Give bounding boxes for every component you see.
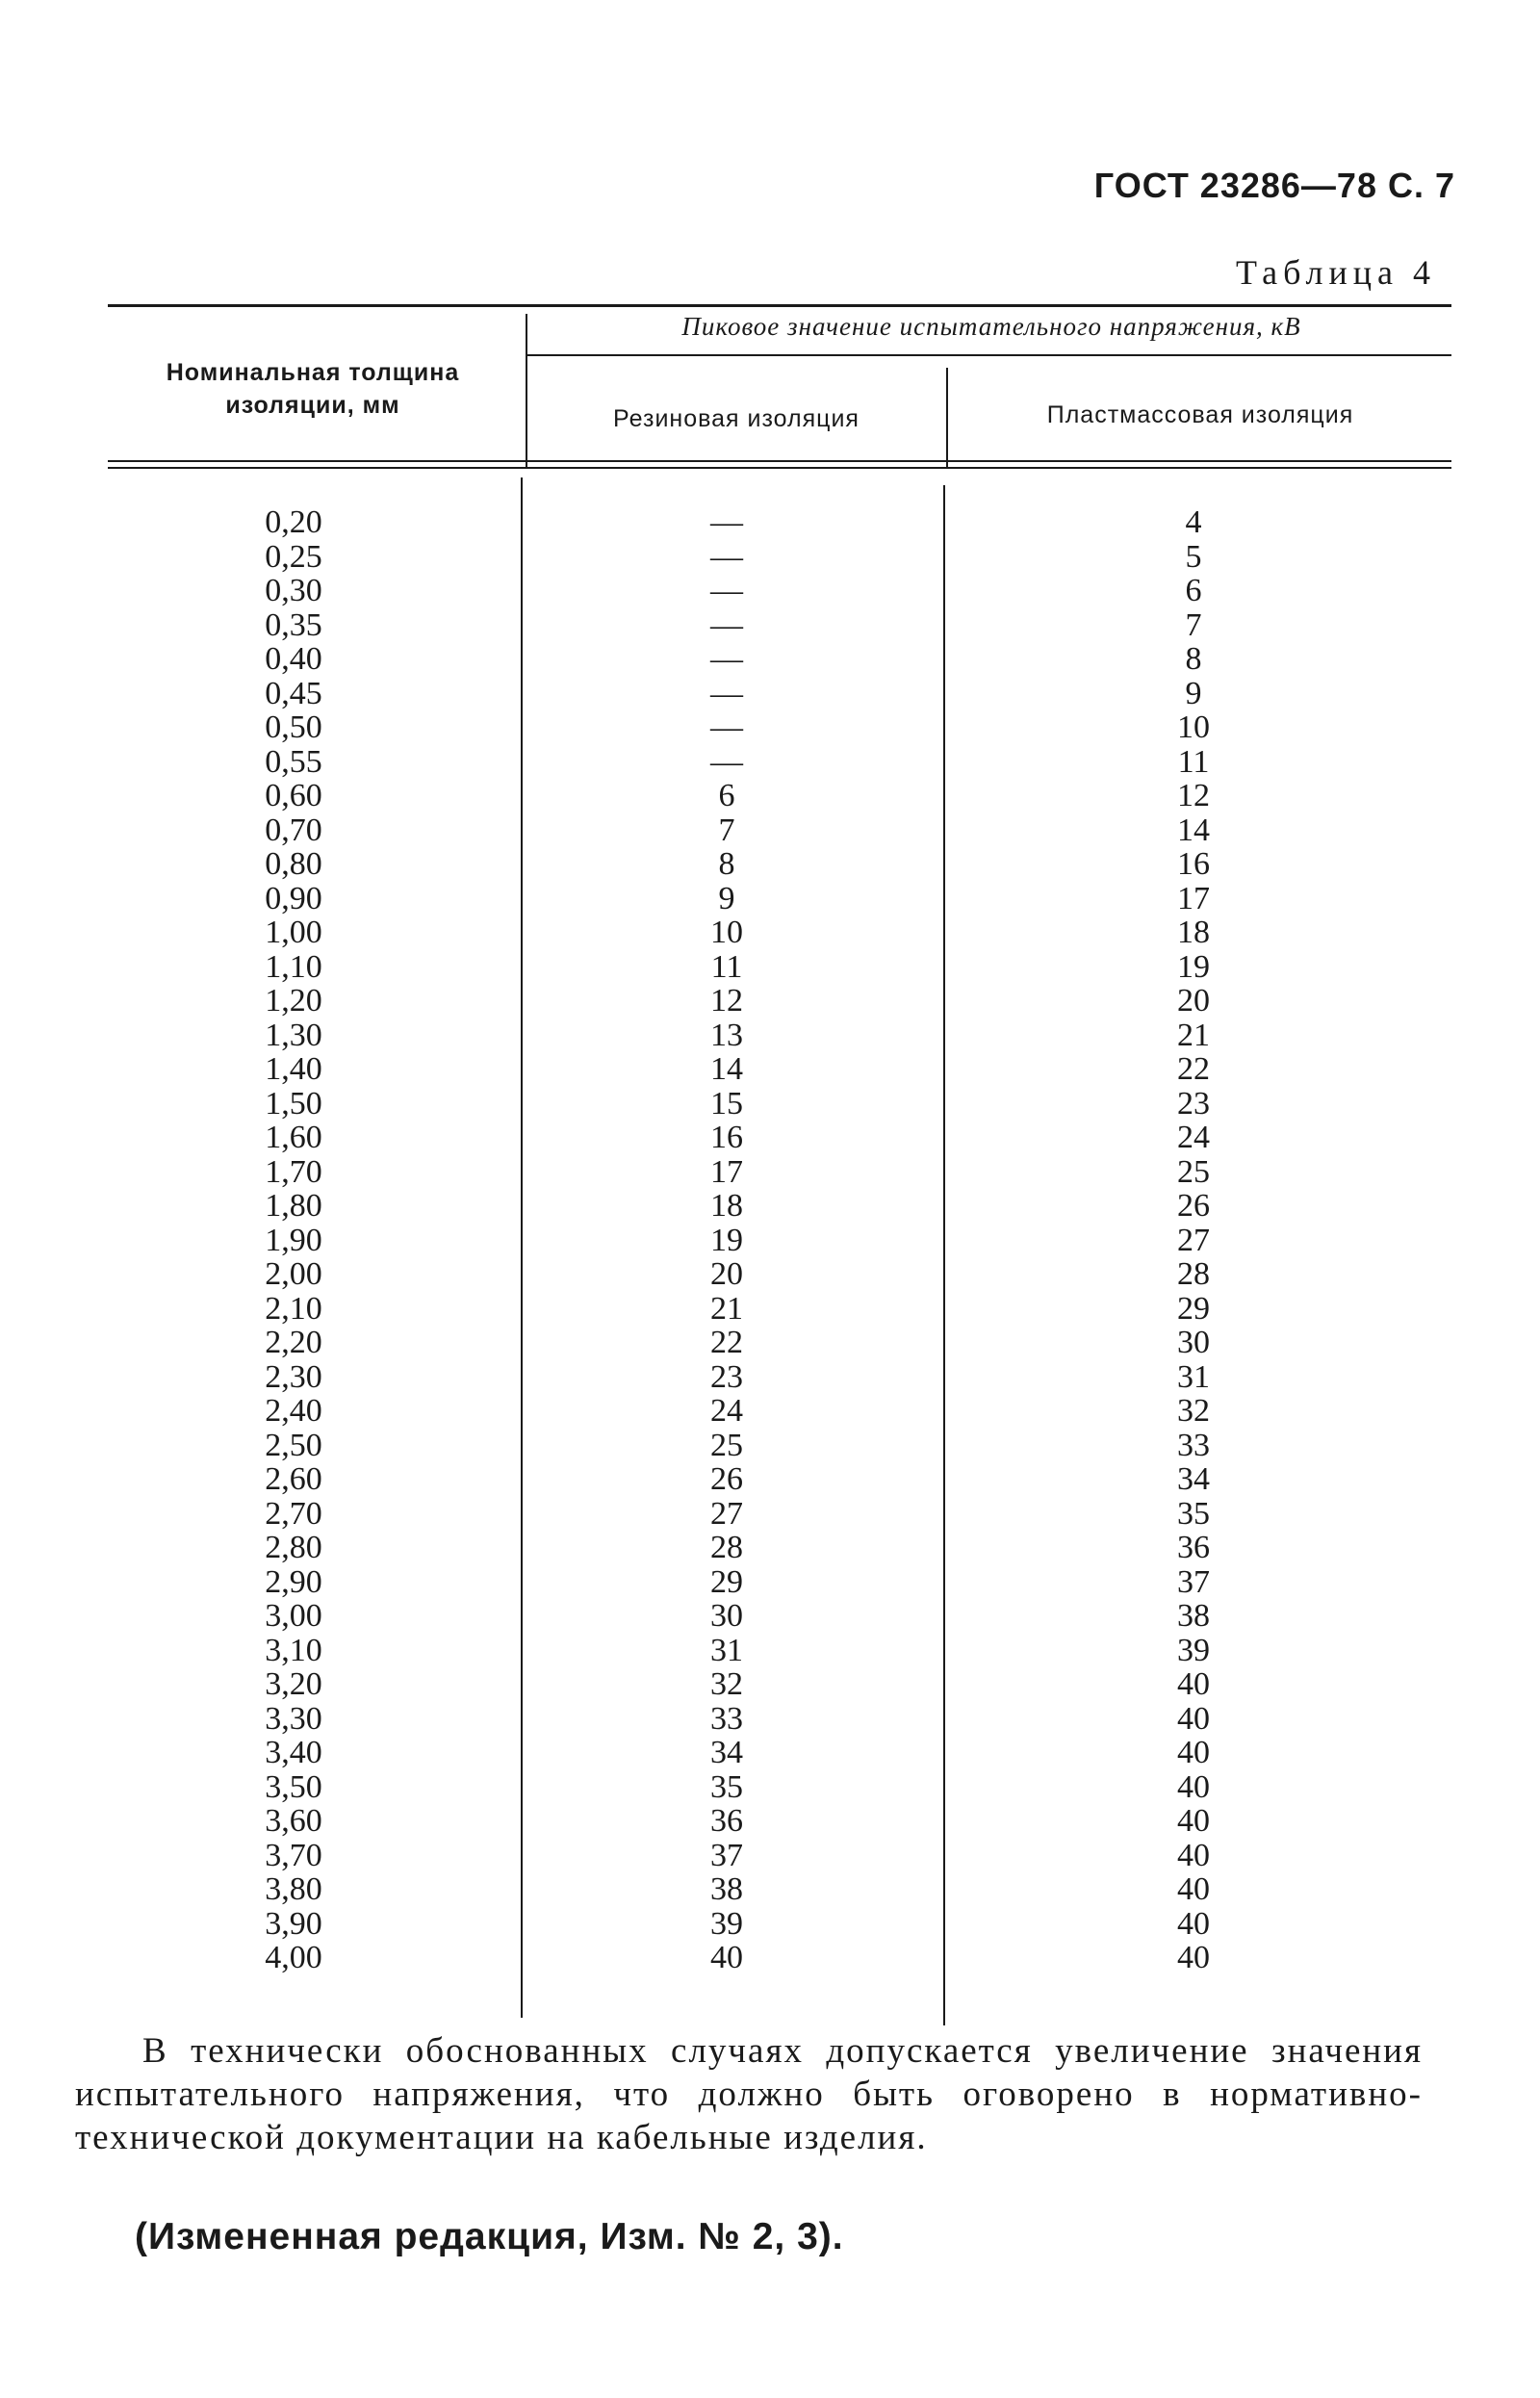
thickness-cell: 1,80 bbox=[265, 1188, 322, 1224]
rubber-voltage-cell: 30 bbox=[710, 1598, 743, 1634]
thickness-cell: 3,60 bbox=[265, 1803, 322, 1839]
rubber-voltage-cell: 27 bbox=[710, 1495, 743, 1532]
rubber-voltage-cell: 31 bbox=[710, 1632, 743, 1668]
plastic-voltage-cell: 40 bbox=[1177, 1735, 1210, 1770]
thickness-cell: 1,40 bbox=[265, 1051, 322, 1087]
thickness-cell: 0,20 bbox=[265, 504, 322, 540]
rubber-voltage-cell: 20 bbox=[710, 1256, 743, 1292]
plastic-voltage-cell: 29 bbox=[1177, 1290, 1210, 1327]
rubber-voltage-cell: — bbox=[710, 538, 743, 575]
rubber-voltage-cell: — bbox=[710, 641, 743, 677]
thickness-cell: 0,80 bbox=[265, 846, 322, 882]
rubber-voltage-cell: 35 bbox=[710, 1768, 743, 1805]
rubber-voltage-cell: 8 bbox=[718, 846, 735, 882]
plastic-voltage-cell: 8 bbox=[1185, 641, 1202, 677]
thickness-cell: 3,30 bbox=[265, 1700, 322, 1737]
plastic-voltage-cell: 40 bbox=[1177, 1768, 1210, 1805]
thickness-cell: 3,00 bbox=[265, 1598, 322, 1634]
body-paragraph: В технически обоснованных случаях допускается увеличение значения испытательного напряжения, что должно быть оговорено в нормативно-технической документации на кабельные изделия. bbox=[75, 2031, 1423, 2157]
rubber-voltage-cell: — bbox=[710, 606, 743, 643]
rubber-voltage-cell: 9 bbox=[718, 880, 735, 916]
plastic-voltage-cell: 16 bbox=[1177, 846, 1210, 882]
plastic-voltage-cell: 18 bbox=[1177, 915, 1210, 950]
rubber-voltage-cell: — bbox=[710, 573, 743, 608]
plastic-voltage-cell: 40 bbox=[1177, 1803, 1210, 1839]
plastic-voltage-cell: 28 bbox=[1177, 1256, 1210, 1292]
plastic-voltage-cell: 11 bbox=[1177, 743, 1210, 780]
thickness-column bbox=[212, 505, 375, 1975]
plastic-voltage-cell: 6 bbox=[1185, 573, 1202, 608]
thickness-cell: 0,60 bbox=[265, 778, 322, 813]
thickness-cell: 2,90 bbox=[265, 1563, 322, 1600]
thickness-cell: 0,45 bbox=[265, 675, 322, 711]
running-head: ГОСТ 23286—78 С. 7 bbox=[1093, 166, 1455, 205]
rubber-voltage-cell: 18 bbox=[710, 1188, 743, 1224]
plastic-voltage-cell: 40 bbox=[1177, 1700, 1210, 1737]
plastic-voltage-cell: 4 bbox=[1185, 504, 1202, 540]
plastic-voltage-cell: 32 bbox=[1177, 1393, 1210, 1429]
rubber-voltage-cell: 7 bbox=[718, 812, 735, 848]
thickness-cell: 2,00 bbox=[265, 1256, 322, 1292]
thickness-column-header: Номинальная толщина изоляции, мм bbox=[166, 359, 460, 419]
plastic-voltage-cell: 22 bbox=[1177, 1051, 1210, 1087]
rubber-voltage-cell: 21 bbox=[710, 1290, 743, 1327]
plastic-voltage-cell: 5 bbox=[1185, 538, 1202, 575]
thickness-cell: 0,55 bbox=[265, 743, 322, 780]
thickness-cell: 0,90 bbox=[265, 880, 322, 916]
thickness-cell: 3,70 bbox=[265, 1837, 322, 1873]
thickness-cell: 3,80 bbox=[265, 1871, 322, 1907]
rubber-insulation-column bbox=[654, 505, 799, 1975]
rubber-voltage-cell: 16 bbox=[710, 1120, 743, 1155]
rubber-voltage-cell: 39 bbox=[710, 1905, 743, 1942]
thickness-cell: 0,30 bbox=[265, 573, 322, 608]
rubber-voltage-cell: 19 bbox=[710, 1222, 743, 1258]
rubber-voltage-cell: — bbox=[710, 504, 743, 540]
rubber-voltage-cell: — bbox=[710, 709, 743, 745]
rubber-voltage-cell: 15 bbox=[710, 1085, 743, 1122]
thickness-cell: 3,20 bbox=[265, 1666, 322, 1702]
plastic-voltage-cell: 33 bbox=[1177, 1427, 1210, 1463]
table-top-rule bbox=[108, 304, 1451, 307]
thickness-cell: 0,50 bbox=[265, 709, 322, 745]
plastic-voltage-cell: 9 bbox=[1185, 675, 1202, 711]
header-divider-2 bbox=[946, 368, 948, 468]
group-header-rule bbox=[527, 354, 1451, 356]
rubber-voltage-cell: 36 bbox=[710, 1803, 743, 1839]
plastic-column-header: Пластмассовая изоляция bbox=[1046, 401, 1354, 428]
thickness-cell: 1,60 bbox=[265, 1120, 322, 1155]
plastic-voltage-cell: 26 bbox=[1177, 1188, 1210, 1224]
rubber-voltage-cell: — bbox=[710, 743, 743, 780]
header-bottom-rule-2 bbox=[108, 467, 1451, 469]
rubber-voltage-cell: 17 bbox=[710, 1153, 743, 1190]
plastic-voltage-cell: 40 bbox=[1177, 1871, 1210, 1907]
plastic-voltage-cell: 25 bbox=[1177, 1153, 1210, 1190]
plastic-voltage-cell: 40 bbox=[1177, 1666, 1210, 1702]
plastic-voltage-cell: 31 bbox=[1177, 1358, 1210, 1395]
plastic-voltage-cell: 40 bbox=[1177, 1940, 1210, 1975]
thickness-cell: 1,30 bbox=[265, 1017, 322, 1053]
thickness-cell: 1,20 bbox=[265, 983, 322, 1019]
rubber-voltage-cell: 26 bbox=[710, 1461, 743, 1497]
plastic-voltage-cell: 23 bbox=[1177, 1085, 1210, 1122]
thickness-cell: 3,40 bbox=[265, 1735, 322, 1770]
plastic-voltage-cell: 30 bbox=[1177, 1325, 1210, 1360]
table-label: Таблица 4 bbox=[1236, 253, 1436, 292]
rubber-voltage-cell: 34 bbox=[710, 1735, 743, 1770]
rubber-voltage-cell: 23 bbox=[710, 1358, 743, 1395]
rubber-voltage-cell: 32 bbox=[710, 1666, 743, 1702]
thickness-cell: 2,20 bbox=[265, 1325, 322, 1360]
plastic-voltage-cell: 10 bbox=[1177, 709, 1210, 745]
header-divider-1 bbox=[526, 314, 527, 468]
thickness-cell: 4,00 bbox=[265, 1940, 322, 1975]
rubber-voltage-cell: 14 bbox=[710, 1051, 743, 1087]
rubber-voltage-cell: 24 bbox=[710, 1393, 743, 1429]
test-voltage-group-header: Пиковое значение испытательного напряжения, кВ bbox=[681, 312, 1301, 341]
plastic-voltage-cell: 40 bbox=[1177, 1837, 1210, 1873]
rubber-voltage-cell: 37 bbox=[710, 1837, 743, 1873]
rubber-voltage-cell: 40 bbox=[710, 1940, 743, 1975]
plastic-voltage-cell: 7 bbox=[1185, 606, 1202, 643]
thickness-cell: 2,70 bbox=[265, 1495, 322, 1532]
plastic-voltage-cell: 27 bbox=[1177, 1222, 1210, 1258]
plastic-insulation-column bbox=[1116, 505, 1270, 1975]
thickness-cell: 1,00 bbox=[265, 915, 322, 950]
plastic-voltage-cell: 34 bbox=[1177, 1461, 1210, 1497]
column-divider-1 bbox=[521, 477, 523, 2018]
plastic-voltage-cell: 20 bbox=[1177, 983, 1210, 1019]
rubber-voltage-cell: 11 bbox=[710, 948, 743, 985]
thickness-cell: 2,30 bbox=[265, 1358, 322, 1395]
plastic-voltage-cell: 19 bbox=[1177, 948, 1210, 985]
thickness-cell: 2,10 bbox=[265, 1290, 322, 1327]
amendment-note: (Измененная редакция, Изм. № 2, 3). bbox=[135, 2216, 844, 2257]
thickness-cell: 1,70 bbox=[265, 1153, 322, 1190]
plastic-voltage-cell: 35 bbox=[1177, 1495, 1210, 1532]
thickness-cell: 3,10 bbox=[265, 1632, 322, 1668]
plastic-voltage-cell: 17 bbox=[1177, 880, 1210, 916]
thickness-cell: 0,70 bbox=[265, 812, 322, 848]
thickness-cell: 3,50 bbox=[265, 1768, 322, 1805]
plastic-voltage-cell: 40 bbox=[1177, 1905, 1210, 1942]
rubber-voltage-cell: 25 bbox=[710, 1427, 743, 1463]
rubber-voltage-cell: 13 bbox=[710, 1017, 743, 1053]
rubber-voltage-cell: 33 bbox=[710, 1700, 743, 1737]
rubber-voltage-cell: 6 bbox=[718, 778, 735, 813]
thickness-cell: 2,50 bbox=[265, 1427, 322, 1463]
plastic-voltage-cell: 21 bbox=[1177, 1017, 1210, 1053]
thickness-cell: 1,10 bbox=[265, 948, 322, 985]
thickness-cell: 2,80 bbox=[265, 1530, 322, 1565]
rubber-column-header: Резиновая изоляция bbox=[613, 405, 860, 432]
rubber-voltage-cell: 28 bbox=[710, 1530, 743, 1565]
rubber-voltage-cell: 38 bbox=[710, 1871, 743, 1907]
column-divider-2 bbox=[943, 485, 945, 2025]
plastic-voltage-cell: 39 bbox=[1177, 1632, 1210, 1668]
rubber-voltage-cell: 10 bbox=[710, 915, 743, 950]
thickness-cell: 0,25 bbox=[265, 538, 322, 575]
rubber-voltage-cell: — bbox=[710, 675, 743, 711]
thickness-cell: 0,40 bbox=[265, 641, 322, 677]
thickness-cell: 1,90 bbox=[265, 1222, 322, 1258]
thickness-cell: 0,35 bbox=[265, 606, 322, 643]
thickness-cell: 2,40 bbox=[265, 1393, 322, 1429]
plastic-voltage-cell: 12 bbox=[1177, 778, 1210, 813]
rubber-voltage-cell: 29 bbox=[710, 1563, 743, 1600]
plastic-voltage-cell: 37 bbox=[1177, 1563, 1210, 1600]
thickness-cell: 2,60 bbox=[265, 1461, 322, 1497]
thickness-cell: 3,90 bbox=[265, 1905, 322, 1942]
rubber-voltage-cell: 12 bbox=[710, 983, 743, 1019]
thickness-cell: 1,50 bbox=[265, 1085, 322, 1122]
plastic-voltage-cell: 38 bbox=[1177, 1598, 1210, 1634]
header-bottom-rule-1 bbox=[108, 460, 1451, 462]
plastic-voltage-cell: 24 bbox=[1177, 1120, 1210, 1155]
plastic-voltage-cell: 14 bbox=[1177, 812, 1210, 848]
plastic-voltage-cell: 36 bbox=[1177, 1530, 1210, 1565]
rubber-voltage-cell: 22 bbox=[710, 1325, 743, 1360]
